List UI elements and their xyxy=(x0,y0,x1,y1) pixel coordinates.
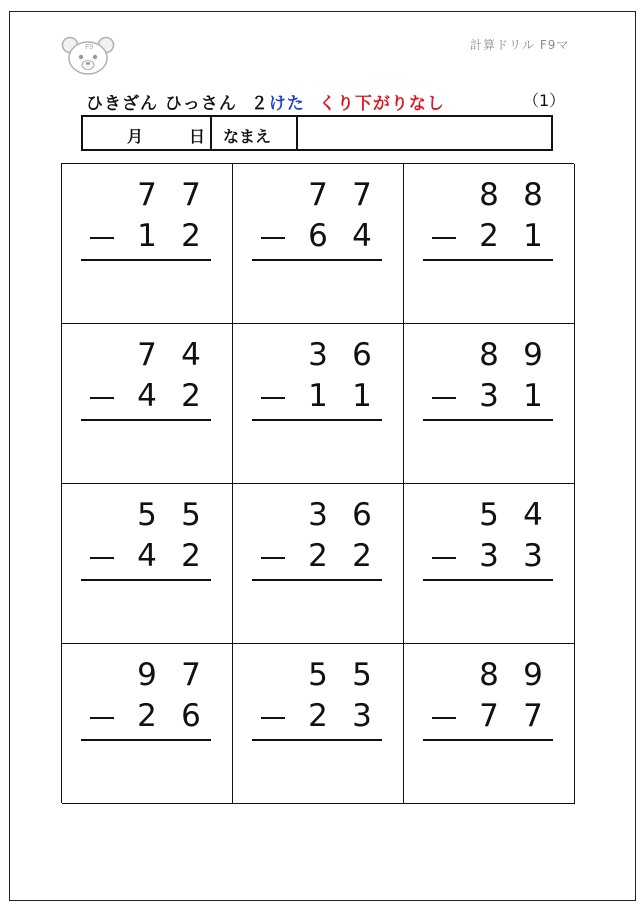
answer-line xyxy=(423,739,553,741)
subtrahend-tens: 4 xyxy=(137,378,157,414)
minus-sign xyxy=(90,717,114,719)
minuend-ones: 6 xyxy=(352,497,372,533)
minuend-tens: 3 xyxy=(308,497,328,533)
problem-cell xyxy=(404,484,575,644)
answer-line xyxy=(81,739,211,741)
subtrahend-tens: 7 xyxy=(479,698,499,734)
subtrahend-tens: 3 xyxy=(479,538,499,574)
problem-cell xyxy=(404,644,575,804)
minuend-ones: 7 xyxy=(181,177,201,213)
svg-text:F9: F9 xyxy=(85,43,94,51)
minus-sign xyxy=(261,557,285,559)
minuend-tens: 7 xyxy=(137,337,157,373)
answer-line xyxy=(423,259,553,261)
minus-sign xyxy=(261,717,285,719)
name-label: なまえ xyxy=(223,127,272,146)
subtrahend-tens: 2 xyxy=(137,698,157,734)
minus-sign xyxy=(432,717,456,719)
day-label: 日 xyxy=(189,127,206,146)
minus-sign xyxy=(90,557,114,559)
problem-cell xyxy=(404,164,575,324)
subtrahend-ones: 2 xyxy=(181,378,201,414)
problem-cell xyxy=(62,484,233,644)
minuend-ones: 5 xyxy=(181,497,201,533)
answer-line xyxy=(252,419,382,421)
subtrahend-tens: 2 xyxy=(308,538,328,574)
site-name: 計算ドリル F9マ xyxy=(470,38,570,52)
subtrahend-ones: 2 xyxy=(181,538,201,574)
problem-cell xyxy=(62,644,233,804)
minuend-tens: 8 xyxy=(479,657,499,693)
problem-grid xyxy=(61,163,574,803)
minuend-tens: 5 xyxy=(479,497,499,533)
problem-cell xyxy=(233,644,404,804)
minuend-ones: 5 xyxy=(352,657,372,693)
subtrahend-tens: 2 xyxy=(479,218,499,254)
subtrahend-ones: 6 xyxy=(181,698,201,734)
answer-line xyxy=(81,419,211,421)
minuend-tens: 8 xyxy=(479,337,499,373)
subtrahend-ones: 3 xyxy=(352,698,372,734)
title-digits: けた xyxy=(268,94,305,114)
subtrahend-tens: 2 xyxy=(308,698,328,734)
minuend-tens: 5 xyxy=(137,497,157,533)
minuend-tens: 3 xyxy=(308,337,328,373)
answer-line xyxy=(423,579,553,581)
minuend-tens: 8 xyxy=(479,177,499,213)
subtrahend-ones: 1 xyxy=(352,378,372,414)
subtrahend-ones: 1 xyxy=(523,378,543,414)
answer-line xyxy=(252,259,382,261)
minus-sign xyxy=(90,237,114,239)
title-no-borrowing: くり下がりなし xyxy=(318,94,445,114)
title-two: ２ xyxy=(250,94,269,114)
problem-cell xyxy=(233,324,404,484)
minuend-ones: 4 xyxy=(181,337,201,373)
minuend-ones: 9 xyxy=(523,337,543,373)
minus-sign xyxy=(432,237,456,239)
subtrahend-ones: 2 xyxy=(352,538,372,574)
minus-sign xyxy=(261,397,285,399)
minuend-ones: 8 xyxy=(523,177,543,213)
answer-line xyxy=(252,579,382,581)
subtrahend-tens: 4 xyxy=(137,538,157,574)
subtrahend-tens: 1 xyxy=(137,218,157,254)
name-divider xyxy=(296,117,298,149)
minuend-tens: 7 xyxy=(308,177,328,213)
title-subtraction: ひきざん ひっさん xyxy=(86,94,237,114)
sheet-number: （1） xyxy=(523,91,566,110)
minuend-ones: 9 xyxy=(523,657,543,693)
problem-cell xyxy=(233,484,404,644)
name-field[interactable] xyxy=(303,123,543,145)
minuend-ones: 7 xyxy=(181,657,201,693)
problem-cell xyxy=(404,324,575,484)
minuend-ones: 7 xyxy=(352,177,372,213)
answer-line xyxy=(252,739,382,741)
subtrahend-ones: 7 xyxy=(523,698,543,734)
subtrahend-ones: 3 xyxy=(523,538,543,574)
answer-line xyxy=(423,419,553,421)
date-divider xyxy=(210,117,212,149)
answer-line xyxy=(81,259,211,261)
subtrahend-ones: 4 xyxy=(352,218,372,254)
answer-line xyxy=(81,579,211,581)
problem-cell xyxy=(62,164,233,324)
minus-sign xyxy=(90,397,114,399)
subtrahend-tens: 3 xyxy=(479,378,499,414)
minuend-tens: 7 xyxy=(137,177,157,213)
minus-sign xyxy=(432,397,456,399)
problem-cell xyxy=(233,164,404,324)
subtrahend-tens: 6 xyxy=(308,218,328,254)
minuend-ones: 6 xyxy=(352,337,372,373)
worksheet-title xyxy=(86,89,445,114)
minuend-ones: 4 xyxy=(523,497,543,533)
name-date-box xyxy=(81,115,553,151)
month-label: 月 xyxy=(127,127,144,146)
minus-sign xyxy=(261,237,285,239)
minus-sign xyxy=(432,557,456,559)
subtrahend-ones: 1 xyxy=(523,218,543,254)
subtrahend-ones: 2 xyxy=(181,218,201,254)
minuend-tens: 5 xyxy=(308,657,328,693)
problem-cell xyxy=(62,324,233,484)
subtrahend-tens: 1 xyxy=(308,378,328,414)
bear-face-icon xyxy=(61,36,115,76)
minuend-tens: 9 xyxy=(137,657,157,693)
